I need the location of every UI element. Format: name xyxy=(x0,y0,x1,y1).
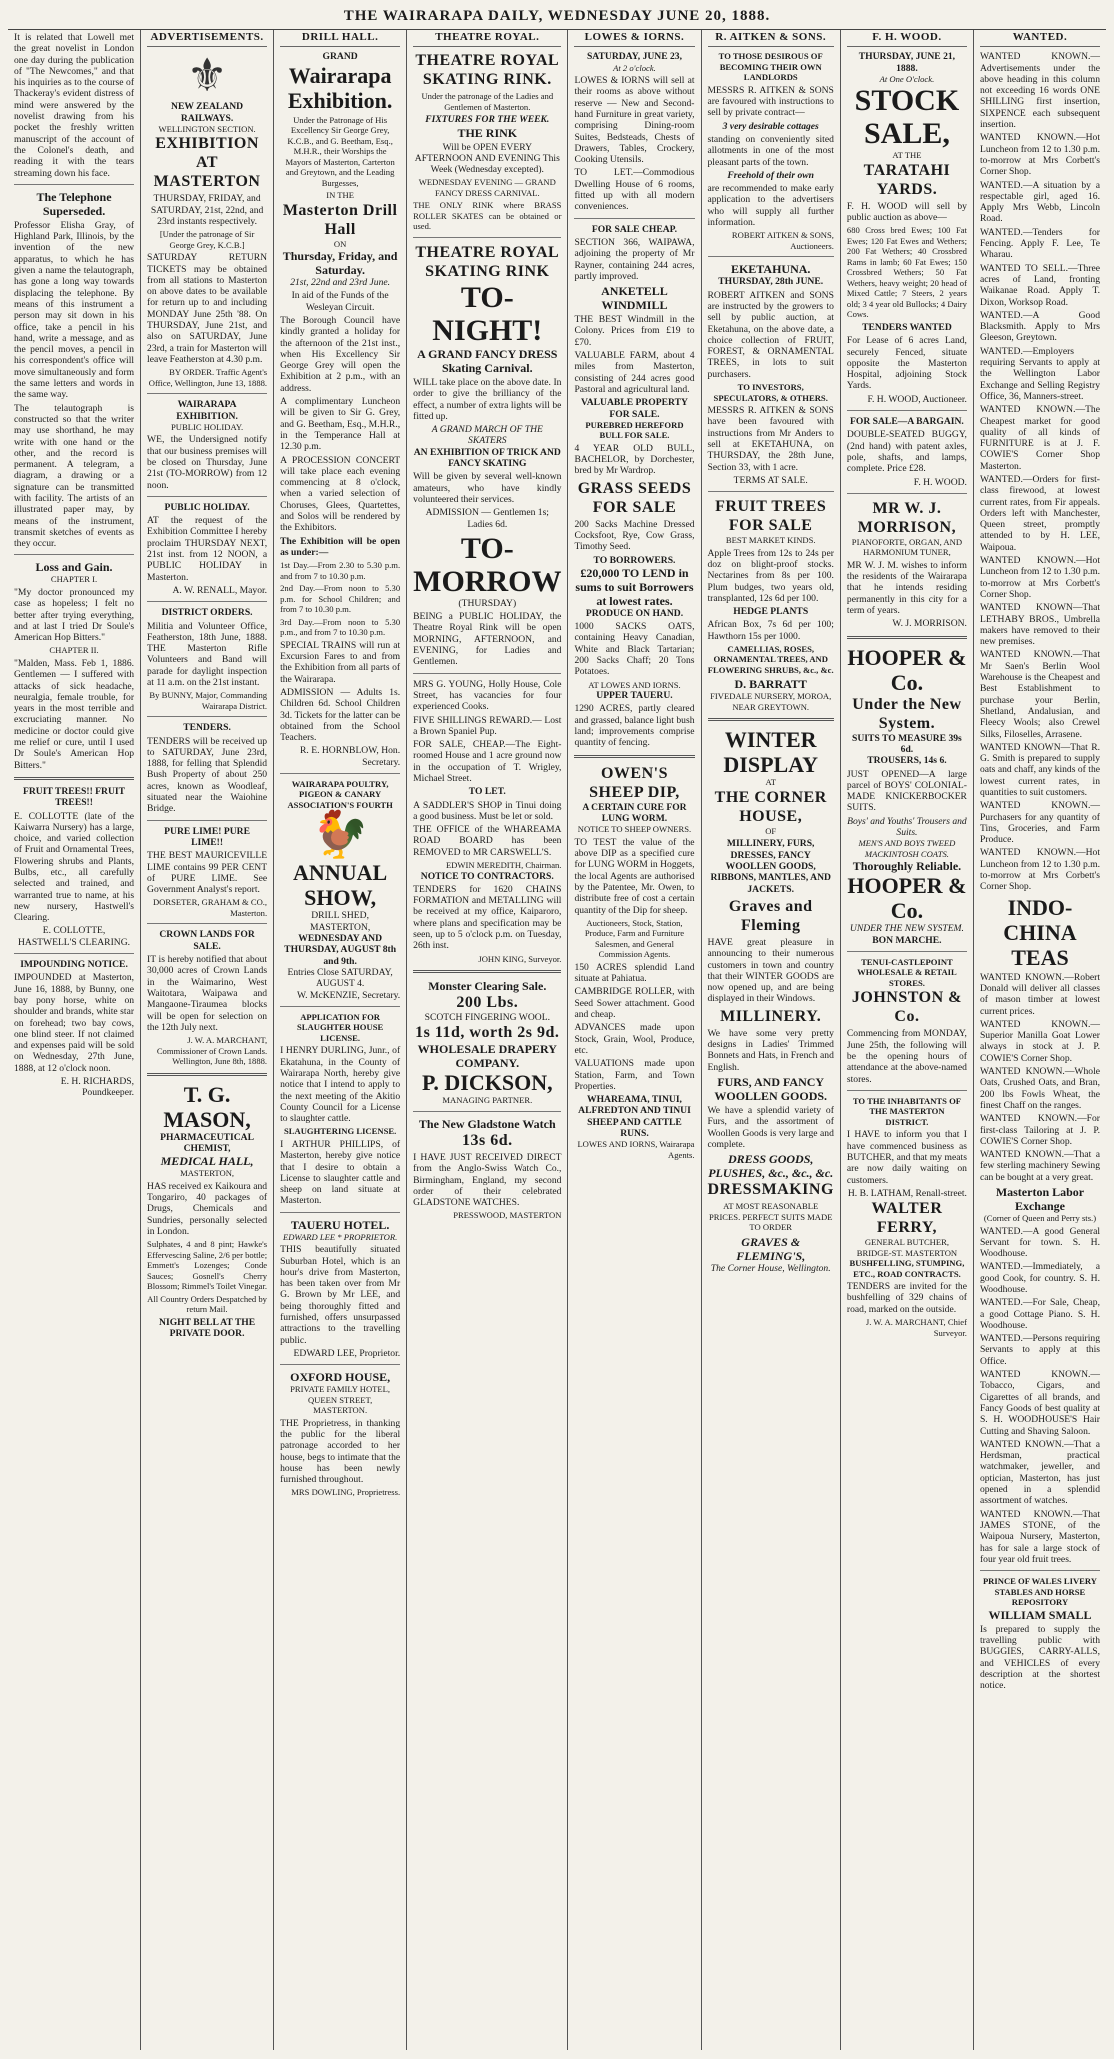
thursday-text: ROBERT AITKEN and SONS are instructed by the growers to sell by public auction, at Eketahuna, on the above date, a choice collection of FRUIT, FOREST, & ORNAMENTAL TREES, in lots to suit purchasers. xyxy=(707,289,834,380)
reward-notice: FIVE SHILLINGS REWARD.— Lost a Brown Spaniel Pup. xyxy=(413,714,562,737)
gladstone-price: 13s 6d. xyxy=(461,1131,513,1149)
millinery-text: We have some very pretty designs in Ladies' Trimmed Bonnets and Hats, in French and English. xyxy=(707,1027,834,1073)
wanted-23: WANTED.—For Sale, Cheap, a good Cottage Piano. S. H. Woodhouse. xyxy=(979,1297,1100,1331)
railways-exhibition: EXHIBITION AT MASTERTON xyxy=(153,135,261,191)
bull-heading: PUREBRED HEREFORD BULL FOR SALE. xyxy=(585,419,684,441)
labor-exchange: Masterton Labor Exchange xyxy=(995,1185,1085,1214)
column-1-editorial xyxy=(8,30,141,2050)
dress-goods: DRESS GOODS, PLUSHES, &c., &c., &c. xyxy=(708,1152,834,1181)
wanted-21: WANTED.—A good General Servant for town. S. H. Woodhouse. xyxy=(979,1225,1100,1260)
morrison-sub: PIANOFORTE, ORGAN, AND HARMONIUM TUNER, xyxy=(851,536,963,558)
tenui-stores: TENUI-CASTLEPOINT WHOLESALE & RETAIL STORES. xyxy=(857,956,957,988)
contractors-heading: NOTICE TO CONTRACTORS. xyxy=(420,870,554,882)
boys-youths: Boys' and Youths' Trousers and Suits. xyxy=(847,815,967,838)
loss-gain-heading: Loss and Gain. xyxy=(35,560,113,575)
dressmaking: DRESSMAKING xyxy=(707,1181,834,1199)
admission-day-2: 2nd Day.—From noon to 5.30 p.m. for School Children; and from 7 to 10.30 p.m. xyxy=(280,583,401,615)
bushfelling-text: TENDERS are invited for the bushfelling of 329 chains of road, marked on the outside. xyxy=(846,1281,967,1315)
oxford-sub: PRIVATE FAMILY HOTEL, QUEEN STREET, MASTERTON. xyxy=(290,1384,391,1416)
johnston-name: JOHNSTON & Co. xyxy=(851,989,962,1026)
dickson-sub: MANAGING PARTNER. xyxy=(442,1095,533,1106)
annual-venue: DRILL SHED, MASTERTON, xyxy=(309,910,371,933)
grass-text: 200 Sacks Machine Dressed Cocksfoot, Rye, Cow Grass, Timothy Seed. xyxy=(574,518,695,553)
column-4-theatre-royal xyxy=(407,30,568,2050)
exhibition-sign: R. E. HORNBLOW, Hon. Secretary. xyxy=(300,745,401,768)
skating-heading: THEATRE ROYAL SKATING RINK. xyxy=(415,52,560,89)
annual-dates: WEDNESDAY AND THURSDAY, AUGUST 8th and 9th. xyxy=(284,933,397,967)
winter-display: WINTER DISPLAY xyxy=(723,727,818,778)
impounding-sign: E. H. RICHARDS, Poundkeeper. xyxy=(60,1076,135,1099)
rooster-icon: 🐓 xyxy=(311,809,369,861)
mason-text: HAS received ex Kaikoura and Tongariro, 40 packages of Drugs, Chemicals and Sundries, personally selected in London. xyxy=(147,1180,268,1237)
railways-sign: BY ORDER. Traffic Agent's Office, Wellington, June 13, 1888. xyxy=(148,367,268,388)
column-7-wood xyxy=(841,30,974,2050)
morrison-sign: W. J. MORRISON. xyxy=(892,618,967,630)
latham-sign: H. B. LATHAM, Renall-street. xyxy=(847,1187,967,1199)
admission-day-3: 3rd Day.—From noon to 5.30 p.m., and from 7 to 10.30 p.m. xyxy=(280,616,401,638)
skating-patron: Under the patronage of the Ladies and Gentlemen of Masterton. xyxy=(421,91,554,112)
annual-close: Entries Close SATURDAY, AUGUST 4. xyxy=(287,966,393,990)
grand-march: A GRAND MARCH OF THE SKATERS xyxy=(431,424,543,447)
whareama-heading: WHAREAMA, TINUI, ALFREDTON AND TINUI xyxy=(578,1094,691,1117)
loss-gain-chapter-1: CHAPTER I. xyxy=(50,574,98,585)
the-rink: THE RINK xyxy=(457,125,518,140)
to-let-house: TO LET.—Commodious Dwelling House of 6 rooms, fitted up with all modern conveniences. xyxy=(574,167,695,213)
cottages-text: standing on conveniently sited allotments in one of the most pleasant parts of the town. xyxy=(707,133,834,168)
lowell-story: It is related that Lowell met the great novelist in London one day during the publication of "The Newcomes," and that his inquiries as to the course of Thackeray's evident distress of mind were answered by the novelist drawing from his pocket the freshly written manuscript of the account of the Colonel's death, and reading it with the tears streaming down his face. xyxy=(14,32,135,179)
fruit-trees-sign: E. COLLOTTE, HASTWELL'S CLEARING. xyxy=(17,925,131,948)
sheep-cure: A CERTAIN CURE FOR LUNG WORM. xyxy=(582,801,687,824)
lowes-sign: LOWES AND IORNS, Wairarapa Agents. xyxy=(577,1139,695,1160)
bull-text: 4 YEAR OLD BULL, BACHELOR, by Dorchester, bred by Mr Wardrop. xyxy=(574,442,695,477)
special-trains: SPECIAL TRAINS will run at Excursion Fares to and from the Exhibition from all parts of the Wairarapa. xyxy=(280,639,401,685)
wanted-3: WANTED.—A situation by a respectable girl, aged 16. Apply Mrs Webb, Lincoln Road. xyxy=(979,179,1100,225)
tenders-wanted-text: For Lease of 6 acres Land, securely Fenced, situate opposite the Masterton Hospital, adjoining Stock Yards. xyxy=(846,335,967,392)
wanted-27: WANTED KNOWN.—That JAMES STONE, of the Waipoua Nursery, Masterton, has for sale a large stock of four year old fruit trees. xyxy=(979,1508,1100,1565)
sheep-dip: OWEN'S SHEEP DIP, xyxy=(589,764,680,801)
column-5-lowes-iorns xyxy=(568,30,701,2050)
exhibition-dates: 21st, 22nd and 23rd June. xyxy=(290,277,391,289)
at-the: AT THE xyxy=(892,150,922,161)
livery-heading: PRINCE OF WALES LIVERY STABLES AND HORSE REPOSITORY xyxy=(982,1576,1098,1608)
column-2-advertisements xyxy=(141,30,274,2050)
morrison-text: MR W. J. M. wishes to inform the residents of the Wairarapa that he intends residing permanently in this city for a term of years. xyxy=(846,559,967,617)
tauheru-sign: EDWARD LEE, Proprietor. xyxy=(293,1347,401,1359)
wanted-22: WANTED.—Immediately, a good Cook, for country. S. H. Woodhouse. xyxy=(979,1261,1100,1295)
mens-coats: MEN'S AND BOYS TWEED MACKINTOSH COATS. xyxy=(858,838,956,859)
annual-show: ANNUAL SHOW, xyxy=(293,860,388,911)
gf-address: The Corner House, Wellington. xyxy=(710,1262,831,1274)
thursday-label: (THURSDAY) xyxy=(458,597,517,609)
hedge-text: African Box, 7s 6d per 100; Hawthorn 15s per 1000. xyxy=(707,619,834,642)
new-system-2: UNDER THE NEW SYSTEM. xyxy=(849,923,964,935)
exhibition-sub: PUBLIC HOLIDAY. xyxy=(171,421,244,432)
property-heading: VALUABLE PROPERTY FOR SALE. xyxy=(581,397,688,420)
crown-lands-sign: J. W. A. MARCHANT, Commissioner of Crown Lands. Wellington, June 8th, 1888. xyxy=(156,1035,268,1067)
column-8-heading: WANTED. xyxy=(980,30,1100,47)
exhibition-procession: A PROCESSION CONCERT will take place each evening commencing at 8 o'clock, when a varied selection of Choruses, Glees, Quartettes, and Solos will be rendered by the Exhibitors. xyxy=(280,454,401,534)
taratahi-yards: TARATAHI YARDS. xyxy=(863,161,951,198)
furs-heading: FURS, AND FANCY WOOLLEN GOODS. xyxy=(714,1074,828,1103)
auctioneers: Auctioneers, Stock, Station, Produce, Farm and Furniture Salesmen, and General Commission Agents. xyxy=(584,917,685,960)
wool-price: 1s 11d, worth 2s 9d. xyxy=(415,1024,560,1042)
exhibition-aid: In aid of the Funds of the Wesleyan Circuit. xyxy=(291,290,389,313)
admission-heading: The Exhibition will be open as under:— xyxy=(280,535,401,558)
exhibition-lunch: A complimentary Luncheon will be given to Sir G. Grey, and G. Beetham, Esq., M.H.R., in the Temperance Hall at 12.30 p.m. xyxy=(280,396,401,453)
lime-heading: PURE LIME! PURE LIME!! xyxy=(164,825,250,848)
wanted-2: WANTED KNOWN.—Hot Luncheon from 12 to 1.30 p.m. to-morrow at Mrs Corbett's Corner Shop. xyxy=(979,132,1100,178)
wanted-25: WANTED KNOWN.—Tobacco, Cigars, and Cigarettes of all brands, and Fancy Goods of best quality at S. H. WOODHOUSE'S Hair Cutting and Shaving Saloon. xyxy=(979,1369,1100,1437)
fruit-sub: BEST MARKET KINDS. xyxy=(725,535,816,546)
column-6-heading: R. AITKEN & SONS. xyxy=(708,30,834,47)
gladstone-text: I HAVE JUST RECEIVED DIRECT from the Anglo-Swiss Watch Co., Birmingham, England, my second order of their celebrated GLADSTONE WATCHES. xyxy=(413,1151,562,1209)
slaughter-license-heading: SLAUGHTERING LICENSE. xyxy=(284,1126,397,1137)
wanted-19: WANTED KNOWN.—For first-class Tailoring at J. P. COWIE'S Corner Shop. xyxy=(979,1113,1100,1147)
bushfelling-heading: BUSHFELLING, STUMPING, ETC., ROAD CONTRACTS. xyxy=(849,1258,965,1279)
gladstone-sign: PRESSWOOD, MASTERTON xyxy=(453,1210,562,1221)
mason-heading: T. G. MASON, xyxy=(163,1081,251,1132)
eketahuna: EKETAHUNA. xyxy=(730,262,811,277)
railways-text: SATURDAY RETURN TICKETS may be obtained from all stations to Masterton on above dates to be available for return up to and including MONDAY June 25th '88. On THURSDAY, June 21st, and also on SATURDAY, June 23rd, a train for Masterton will leave Featherston at 4.30 p.m. xyxy=(147,252,268,365)
barratt-sub: FIVEDALE NURSERY, MOROA, NEAR GREYTOWN. xyxy=(710,691,832,712)
upper-text: 1290 ACRES, partly cleared and grassed, balance light bush land; improvements comprise quantity of fencing. xyxy=(574,703,695,749)
johnston-text: Commencing from MONDAY, June 25th, the following will be the opening hours of attendance at the above-named stores. xyxy=(846,1028,967,1085)
ferry-sub: GENERAL BUTCHER, BRIDGE-ST. MASTERTON xyxy=(856,1237,958,1258)
bon-marche: BON MARCHE. xyxy=(872,934,942,946)
clearing-sale: Monster Clearing Sale. xyxy=(428,979,547,994)
tauheru-text: THIS beautifully situated Suburban Hotel, which is an hour's drive from Masterton, has been taken over from Mr G. Brown by Mr LEE, and being thoroughly fitted and furnished, offers unsurpassed attractions to the travelling public. xyxy=(280,1244,401,1346)
trousers-price: TROUSERS, 14s 6. xyxy=(867,755,947,767)
wanted-18: WANTED KNOWN.—Whole Oats, Crushed Oats, and Bran, 200 lbs Fowls Wheat, the finest Chaff on the ranges. xyxy=(979,1066,1100,1111)
loss-gain-text-2: "Malden, Mass. Feb 1, 1886. Gentlemen — I suffered with attacks of sick headache, neuralgia, female trouble, for years in the most terrible and excruciating manner. No medicine or doctor could give me relief or cure, until I used Dr Soule's American Hop Bitters." xyxy=(14,657,135,771)
millinery-heading: MILLINERY. xyxy=(720,1007,822,1025)
dickson-name: P. DICKSON, xyxy=(421,1070,553,1096)
indo-china-teas: INDO-CHINA TEAS xyxy=(1003,894,1077,970)
wanted-12: WANTED KNOWN.—That Mr Saen's Berlin Wool Warehouse is the Cheapest and Best Establishment to purchase your Berlin, Shetland, Andalusian, and Fleecy Wools; also Crewel Silks, Filoselles, Arrasene. xyxy=(979,649,1100,740)
of-label: OF xyxy=(765,825,777,836)
freehold: Freehold of their own xyxy=(727,169,815,181)
lime-sign: DORSETER, GRAHAM & CO., Masterton. xyxy=(152,897,268,918)
corner-house: THE CORNER HOUSE, xyxy=(714,788,827,825)
wanted-14: WANTED KNOWN.—Purchasers for any quantity of Tins, Groceries, and Farm Produce. xyxy=(979,800,1100,846)
railways-heading: NEW ZEALAND RAILWAYS. xyxy=(171,101,244,124)
tauheru-heading: TAUERU HOTEL. xyxy=(290,1217,390,1232)
wanted-17: WANTED KNOWN.—Superior Manilla Goat Lower always in stock at J. P. COWIE'S Corner Shop. xyxy=(979,1018,1100,1064)
in-the-label: IN THE xyxy=(326,190,354,201)
railways-dates: THURSDAY, FRIDAY, and SATURDAY, 21st, 22nd, and 23rd instants respectively. xyxy=(150,193,264,227)
holiday-heading: PUBLIC HOLIDAY. xyxy=(164,501,250,513)
produce-text: 1000 SACKS OATS, containing Heavy Canadian, White and Black Tartarian; 200 Sacks Chaff; 20 Tons Potatoes. xyxy=(574,621,695,678)
column-3-drill-hall xyxy=(274,30,407,2050)
for-sale-notice: FOR SALE, CHEAP.—The Eight-roomed House and 1 acre ground now in the occupation of T. Wrigley, Michael Street. xyxy=(413,739,562,784)
livery-text: Is prepared to supply the travelling public with BUGGIES, CARRY-ALLS, and VEHICLES of every description at the shortest notice. xyxy=(979,1623,1100,1692)
graves-fleming: Graves and Fleming xyxy=(728,897,813,934)
grand-label: GRAND xyxy=(322,51,358,63)
holiday-sign: A. W. RENALL, Mayor. xyxy=(172,584,268,596)
sale-time: At One O'clock. xyxy=(879,73,935,84)
aitken-sign: ROBERT AITKEN & SONS, Auctioneers. xyxy=(731,230,834,251)
mason-sub: PHARMACEUTICAL CHEMIST, xyxy=(160,1131,254,1154)
section-text: SECTION 366, WAIPAWA, adjoining the property of Mr Rayner, containing 244 acres, partly improved. xyxy=(574,236,695,282)
butcher-heading: TO THE INHABITANTS OF THE MASTERTON DISTRICT. xyxy=(852,1095,962,1127)
hooper-name: HOOPER & Co. xyxy=(847,644,967,695)
suits-price: SUITS TO MEASURE 39s 6d. xyxy=(852,732,962,755)
mason-town: MASTERTON, xyxy=(180,1168,235,1179)
landlords-heading: TO THOSE DESIROUS OF BECOMING THEIR OWN LANDLORDS xyxy=(718,51,823,83)
district-orders-sign: By BUNNY, Major, Commanding Wairarapa District. xyxy=(149,690,268,711)
hedge-plants: HEDGE PLANTS xyxy=(733,606,809,618)
sheep-runs: SHEEP AND CATTLE RUNS. xyxy=(587,1116,682,1139)
mason-foot: All Country Orders Despatched by return Mail. xyxy=(147,1293,267,1315)
cook-notice: MRS G. YOUNG, Holly House, Cole Street, has vacancies for four experienced Cooks. xyxy=(413,678,562,713)
prizes-text: Will be given by several well-known amateurs, who have kindly volunteered their services. xyxy=(413,471,562,505)
wood-sign: F. H. WOOD, Auctioneer. xyxy=(867,393,967,405)
windmill-text: THE BEST Windmill in the Colony. Prices from £19 to £70. xyxy=(574,314,695,348)
cottages: 3 very desirable cottages xyxy=(722,120,819,132)
loss-gain-chapter-2: CHAPTER II. xyxy=(49,645,99,656)
column-5-heading: LOWES & IORNS. xyxy=(574,30,694,47)
advances: ADVANCES made upon Stock, Grain, Wool, Produce, etc. xyxy=(574,1022,695,1056)
fancy-dress-text: WILL take place on the above date. In order to give the brilliancy of the effect, a number of extra lights will be fitted up. xyxy=(413,376,562,422)
auction-line: AT LOWES AND IORNS. xyxy=(588,679,681,690)
wednesday-carnival: WEDNESDAY EVENING — GRAND FANCY DRESS CARNIVAL. xyxy=(418,177,556,198)
wanted-10: WANTED KNOWN.—Hot Luncheon from 12 to 1.30 p.m. to-morrow at Mrs Corbett's Corner Shop. xyxy=(979,555,1100,600)
labor-exchange-sub: (Corner of Queen and Perry sts.) xyxy=(983,1213,1097,1224)
stock-lots: 680 Cross bred Ewes; 100 Fat Ewes; 120 Fat Ewes and Wethers; 200 Fat Wethers; 40 Crossbred Rams in lamb; 60 Fat Ewes; 150 Crossbred Wethers; 50 Fat Wethers, heavy weight; 20 head of Mixed Cattle; 7 Steers, 2 years old; 3 4 year old Bullocks; 4 Dairy Cows. xyxy=(846,225,967,320)
skating-admission: ADMISSION — Gentlemen 1s; Ladies 6d. xyxy=(425,507,549,530)
exhibition-opening: The Borough Council have kindly granted a holiday for the afternoon of the 21st inst., when His Excellency Sir George Grey will open the Exhibition at 2 p.m., with an address. xyxy=(280,314,401,394)
crown-lands-text: IT is hereby notified that about 30,000 acres of Crown Lands in the Waimarino, West Waitotara, Waipawa and Mangaone-Tiraumea blocks will be open for selection on the 12th July next. xyxy=(147,954,268,1033)
slaughter-text: I HENRY DURLING, Junr., of Ekatahuna, in the County of Wairarapa North, hereby give notice that I intend to apply to the next meeting of the Akitio County Council for a License to slaughter cattle. xyxy=(280,1045,401,1125)
scotch-wool: SCOTCH FINGERING WOOL. xyxy=(424,1012,550,1024)
exhibition-patron: Under the Patronage of His Excellency Sir George Grey, K.C.B., and G. Beetham, Esq., M.H.R., their Worships the Mayors of Masterton, Carterton and Greytown, and the Leading Burgesses, xyxy=(285,114,395,188)
contractors-sign: JOHN KING, Surveyor. xyxy=(478,953,562,964)
impounding-text: IMPOUNDED at Masterton, June 16, 1888, by Bunny, one bay pony horse, white on shoulder and brands, white star on forehead; two bay cows, one blind steer. If not claimed and expenses paid will be sold on Wednesday, 27th June, 1888, at 12 o'clock noon. xyxy=(14,972,135,1074)
annual-sign: W. McKENZIE, Secretary. xyxy=(296,989,401,1001)
only-rink: THE ONLY RINK where BRASS ROLLER SKATES can be obtained or used. xyxy=(413,200,562,232)
admission-day-1: 1st Day.—From 2.30 to 5.30 p.m. and from 7 to 10.30 p.m. xyxy=(280,560,401,581)
thursday-28: THURSDAY, 28th JUNE. xyxy=(718,276,824,288)
poultry-heading: WAIRARAPA POULTRY, PIGEON & CANARY ASSOCIATION'S FOURTH xyxy=(287,778,393,810)
bushfelling-sign: J. W. A. MARCHANT, Chief Surveyor. xyxy=(865,1317,967,1338)
sheep-notice: NOTICE TO SHEEP OWNERS. xyxy=(577,824,692,835)
to-let-heading: TO LET. xyxy=(468,786,506,798)
freehold-text: are recommended to make early application to the advertisers who will supply all further information. xyxy=(707,183,834,229)
cambridge-roller: CAMBRIDGE ROLLER, with Seed Sower attachment. Good and cheap. xyxy=(574,986,695,1021)
oxford-heading: OXFORD HOUSE, xyxy=(290,1370,391,1385)
valuations: VALUATIONS made upon Station, Farm, and Town Properties. xyxy=(574,1058,695,1092)
holiday-text: AT the request of the Exhibition Committee I hereby proclaim THURSDAY NEXT, 21st inst. from 12 NOON, a PUBLIC HOLIDAY in Masterton. xyxy=(147,515,268,583)
borrowers-heading: TO BORROWERS. xyxy=(593,554,676,566)
mason-list: Sulphates, 4 and 8 pint; Hawke's Effervescing Saline, 2/6 per bottle; Emmett's Lozenges; Conde Sauces; Gosnell's Cherry Blossom; Rimmel's Toilet Vinegar. xyxy=(147,1239,268,1292)
wanted-16: WANTED KNOWN.—Robert Donald will deliver all classes of mason timber at lowest current prices. xyxy=(979,971,1100,1017)
fruit-trees-text: E. COLLOTTE (late of the Kaiwarra Nursery) has a large, choice, and varied collection of Fruit and Ornamental Trees, Flowering shrubs and Plants, Bulbs, etc., all carefully selected and trained, and warranted true to name, at his new nursery, Hastwell's Clearing. xyxy=(14,810,135,924)
district-orders-heading: DISTRICT ORDERS. xyxy=(161,607,253,619)
exhibition-title: Wairarapa Exhibition. xyxy=(287,62,393,113)
admission-prices: ADMISSION — Adults 1s. Children 6d. School Children 3d. Tickets for the latter can be obtained from the School Teachers. xyxy=(280,686,401,744)
trick-skating: AN EXHIBITION OF TRICK AND FANCY SKATING xyxy=(413,446,561,470)
crest-icon: ⚜ xyxy=(186,50,228,102)
dress-text: AT MOST REASONABLE PRICES. PERFECT SUITS MADE TO ORDER xyxy=(708,1201,833,1233)
bargain-heading: FOR SALE—A BARGAIN. xyxy=(850,416,964,428)
crown-lands-heading: CROWN LANDS FOR SALE. xyxy=(159,929,255,952)
wholesale-drapery: WHOLESALE DRAPERY COMPANY. xyxy=(417,1042,557,1071)
masthead-title: THE WAIRARAPA DAILY, WEDNESDAY JUNE 20, 1888. xyxy=(343,8,771,24)
impounding-heading: IMPOUNDING NOTICE. xyxy=(20,959,128,971)
farm-text: VALUABLE FARM, about 4 miles from Masterton, consisting of 244 acres good Pastoral and agricultural land. xyxy=(574,350,695,395)
tauheru-sub: EDWARD LEE * PROPRIETOR. xyxy=(282,1231,398,1242)
wanted-6: WANTED.—A Good Blacksmith. Apply to Mrs Gleeson, Greytown. xyxy=(979,309,1100,344)
to-morrow: TO-MORROW xyxy=(413,531,562,598)
fruit-trees-sale: FRUIT TREES FOR SALE xyxy=(715,498,827,535)
loss-gain-text: "My doctor pronounced my case as hopeless; I felt no better after trying everything, and at last I tried Dr Soule's American Hop Bitters." xyxy=(14,586,135,644)
columns xyxy=(8,30,1106,2050)
stock-list-intro: F. H. WOOD will sell by public auction as above— xyxy=(846,200,967,224)
sale-date: THURSDAY, JUNE 21, 1888. xyxy=(858,51,956,74)
exhibition-text: WE, the Undersigned notify that our business premises will be closed on Thursday, June 21st (TO-MORROW) from 12 noon. xyxy=(147,434,268,491)
hooper-name-2: HOOPER & Co. xyxy=(847,873,967,924)
column-8-wanted xyxy=(974,30,1106,2050)
tenders-wanted: TENDERS WANTED xyxy=(862,321,952,333)
new-system: Under the New System. xyxy=(852,695,962,732)
exhibition-heading: WAIRARAPA EXHIBITION. xyxy=(176,399,238,422)
furs-text: We have a splendid variety of Furs, and the assortment of Woollen Goods is very large and complete. xyxy=(707,1104,834,1150)
ferry-name: WALTER FERRY, xyxy=(871,1200,943,1237)
office-notice: THE OFFICE of the WHAREAMA ROAD BOARD has been REMOVED to MR CARSWELL'S. xyxy=(413,824,562,858)
morrison-name: MR W. J. MORRISON, xyxy=(857,499,957,536)
saturday-text: LOWES & IORNS will sell at their rooms as above without reserve — New and Second-hand Furniture in great variety, comprising Dining-room Suites, Bedsteads, Chests of Drawers, Tables, Crockery, Cooking Utensils. xyxy=(574,75,695,166)
lime-text: THE BEST MAURICEVILLE LIME contains 99 PER CENT of PURE LIME. See Government Analyst's report. xyxy=(147,850,268,896)
telephone-heading: The Telephone Superseded. xyxy=(36,189,112,218)
district-orders-text: Militia and Volunteer Office, Featherston, 18th June, 1888. THE Masterton Rifle Volunteers and Band will parade for daylight inspection at 11 a.m. on the 21st instant. xyxy=(147,620,268,688)
rink-text: Will be OPEN EVERY AFTERNOON AND EVENING This Week (Wednesday excepted). xyxy=(414,141,560,176)
column-2-heading: ADVERTISEMENTS. xyxy=(147,30,267,47)
masthead xyxy=(8,6,1106,30)
wanted-26: WANTED KNOWN.—That a Herdsman, practical watchmaker, jeweller, and optician, Masterton, has just opened in a splendid assortment of watches. xyxy=(979,1438,1100,1507)
to-morrow-text: BEING a PUBLIC HOLIDAY, the Theatre Royal Rink will be open MORNING, AFTERNOON, and EVENING, for Ladies and Gentlemen. xyxy=(413,611,562,668)
gladstone-watch: The New Gladstone Watch xyxy=(418,1116,556,1131)
wanted-8: WANTED KNOWN.—The Cheapest market for good quality of all kinds of FURNITURE is at J. F. COWIE'S Corner Shop Masterton. xyxy=(979,404,1100,472)
saturday-sale: SATURDAY, JUNE 23, xyxy=(586,51,683,63)
fancy-dress: A GRAND FANCY DRESS Skating Carnival. xyxy=(417,346,558,375)
terms-at-sale: TERMS AT SALE. xyxy=(733,474,808,486)
skating-heading-2: THEATRE ROYAL SKATING RINK xyxy=(415,243,560,280)
wanted-1: WANTED KNOWN.—Advertisements under the above heading in this column not exceeding 16 words ONE SHILLING first insertion, SIXPENCE each subsequent insertion. xyxy=(979,51,1100,131)
to-let-text: A SADDLER'S SHOP in Tinui doing a good business. Must be let or sold. xyxy=(413,799,562,822)
fruit-trees-heading: FRUIT TREES!! FRUIT TREES!! xyxy=(23,785,126,809)
column-7-heading: F. H. WOOD. xyxy=(847,30,967,47)
at-label: AT xyxy=(765,777,776,788)
landlords-text: MESSRS R. AITKEN & SONS are favoured with instructions to sell by private contract— xyxy=(707,84,834,119)
millinery-list: MILLINERY, FURS, DRESSES, FANCY WOOLLEN GOODS, RIBBONS, MANTLES, AND JACKETS. xyxy=(710,838,831,895)
thoroughly-reliable: Thoroughly Reliable. xyxy=(852,859,962,874)
upper-tauheru: UPPER TAUERU. xyxy=(596,690,673,702)
wanted-15: WANTED KNOWN.—Hot Luncheon from 12 to 1.30 p.m. to-morrow at Mrs Corbett's Corner Shop. xyxy=(979,847,1100,893)
lbs: 200 Lbs. xyxy=(456,994,519,1012)
contractors-text: TENDERS for 1620 CHAINS FORMATION and METALLING will be received at my office, Kaiparoro, where plans and specification may be seen, up to 5 o'clock p.m. on Tuesday, 26th inst. xyxy=(413,883,562,952)
fruit-text: Apple Trees from 12s to 24s per doz on blight-proof stocks. Nectarines from 8s per 100. Plum budges, two years old, transplanted, 12s 6d per 100. xyxy=(707,547,834,604)
just-opened: JUST OPENED—A large parcel of BOYS' COLONIAL-MADE KNICKERBOCKER SUITS. xyxy=(846,768,967,814)
wanted-4: WANTED.—Tenders for Fencing. Apply F. Lee, Te Wharau. xyxy=(979,226,1100,261)
wanted-20: WANTED KNOWN.—That a few sterling machinery Sewing can be bought at a very great. xyxy=(979,1149,1100,1183)
tenders-text: TENDERS will be received up to SATURDAY, June 23rd, 1888, for felling that Splendid Bush Property of about 250 acres, known as Woodleaf, situated near the Waiohine Bridge. xyxy=(147,735,268,815)
sale-cheap-heading: FOR SALE CHEAP. xyxy=(591,223,678,235)
wanted-7: WANTED.—Employers requiring Servants to apply at the Wellington Labor Exchange and Selling Registry Office, 36, Manners-street. xyxy=(979,345,1100,402)
wanted-24: WANTED.—Persons requiring Servants to apply at this Office. xyxy=(979,1333,1100,1367)
wanted-5: WANTED TO SELL.—Three acres of Land, fronting Waikanae Road. Apply T. Dixon, Worksop Road. xyxy=(979,262,1100,308)
wanted-11: WANTED KNOWN—That LETHABY BROS., Umbrella makers have removed to their new premises. xyxy=(979,602,1100,648)
column-3-heading: DRILL HALL. xyxy=(280,30,400,47)
exhibition-days: Thursday, Friday, and Saturday. xyxy=(282,249,398,278)
mason-night-bell: NIGHT BELL AT THE PRIVATE DOOR. xyxy=(159,1316,256,1339)
investors-heading: TO INVESTORS, SPECULATORS, & OTHERS. xyxy=(713,382,828,403)
railways-section: WELLINGTON SECTION. xyxy=(158,123,256,134)
butcher-text: I HAVE to inform you that I have commenced business as BUTCHER, and that my meats are now daily waiting on customers. xyxy=(846,1129,967,1186)
stock-sale: STOCK SALE, xyxy=(854,84,960,151)
oxford-sign: MRS DOWLING, Proprietress. xyxy=(291,1487,401,1498)
produce-heading: PRODUCE ON HAND. xyxy=(585,607,684,619)
railways-patron: [Under the patronage of Sir George Grey, K.C.B.] xyxy=(159,229,255,250)
grass-seeds: GRASS SEEDS FOR SALE xyxy=(577,479,692,516)
tonight: TO-NIGHT! xyxy=(432,280,543,347)
column-4-heading: THEATRE ROYAL. xyxy=(413,30,561,47)
telephone-text: Professor Elisha Gray, of Highland Park, Illinois, by the invention of the new apparatus, to which he has given a name the telautograph, has gone a long way towards displacing the telephone. By means of this instrument a person may sit down in his office, take a pencil in his hand, write a message, and as the pencil moves, a pencil in his correspondent's office will move simultaneously and form the same letters and words in the same way. xyxy=(14,219,135,401)
sheep-text: TO TEST the value of the above DIP as a specified cure for LUNG WORM in Hoggets, the local Agents are authorised by the Patentee, Mr. Owen, to distribute free of cost a certain quantity of the Dip for sheep. xyxy=(574,836,695,916)
livery-name: WILLIAM SMALL xyxy=(988,1607,1092,1622)
saturday-time: At 2 o'clock. xyxy=(613,62,656,73)
windmill-heading: ANKETELL WINDMILL xyxy=(601,284,668,313)
wanted-13: WANTED KNOWN—That R. G. Smith is prepared to supply oats and chaff, any kinds of the lowest current rates, in quantities to suit customers. xyxy=(979,741,1100,798)
tenders-heading: TENDERS. xyxy=(183,722,231,734)
barratt-name: D. BARRATT xyxy=(734,677,807,692)
wanted-9: WANTED.—Orders for first-class firewood, at lowest current rates, from Fir appeals. Orders left with Manchester, Queen street, promptly attended to by H. LEE, Waipoua. xyxy=(979,473,1100,553)
slaughter-heading: APPLICATION FOR SLAUGHTER HOUSE LICENSE. xyxy=(297,1011,384,1043)
graves-text: HAVE great pleasure in announcing to their numerous customers in town and country that their WINTER GOODS are now opened up, and are being displayed in their Windows. xyxy=(707,936,834,1005)
slaughter-license-text: I ARTHUR PHILLIPS, of Masterton, hereby give notice that I desire to obtain a License to slaughter cattle and sheep on land situate at Masterton. xyxy=(280,1138,401,1207)
venue: Masterton Drill Hall xyxy=(282,201,398,238)
camellias: CAMELLIAS, ROSES, ORNAMENTAL TREES, AND FLOWERING SHRUBS, &c., &c. xyxy=(707,643,834,675)
oxford-text: THE Proprietress, in thanking the public for the liberal patronage accorded to her house, begs to intimate that the house has been newly furnished throughout. xyxy=(280,1417,401,1486)
gf-sign: GRAVES & FLEMING'S, xyxy=(736,1234,806,1263)
on-label: ON xyxy=(333,238,347,249)
investors-text: MESSRS R. AITKEN & SONS have been favoured with instructions from Mr Anders to sell at EKETAHUNA, on THURSDAY, the 28th June, Section 33, with 1 acre. xyxy=(707,405,834,473)
acres-150: 150 ACRES splendid Land situate at Pahiatua. xyxy=(574,961,695,985)
buggy-text: DOUBLE-SEATED BUGGY, (2nd hand) with patent axles, pole, shafts, and lamps, complete. Price £28. xyxy=(846,429,967,475)
lend-text: £20,000 TO LEND in sums to suit Borrowers at lowest rates. xyxy=(575,565,694,608)
telephone-text-2: The telautograph is constructed so that the writer may use shorthand, he may write with one hand or the other, and the record is permanent. A telegram, a diagram, a drawing or a signature can be transmitted with facility. The artists of an illustrated paper may, by means of the instrument, transmit sketches of events as they occur. xyxy=(14,402,135,550)
office-sign: EDWIN MEREDITH, Chairman. xyxy=(445,860,562,871)
buggy-sign: F. H. WOOD. xyxy=(913,476,967,488)
column-6-aitken xyxy=(702,30,841,2050)
fixtures-heading: FIXTURES FOR THE WEEK. xyxy=(425,114,550,126)
mason-hall: MEDICAL HALL, xyxy=(160,1154,254,1169)
